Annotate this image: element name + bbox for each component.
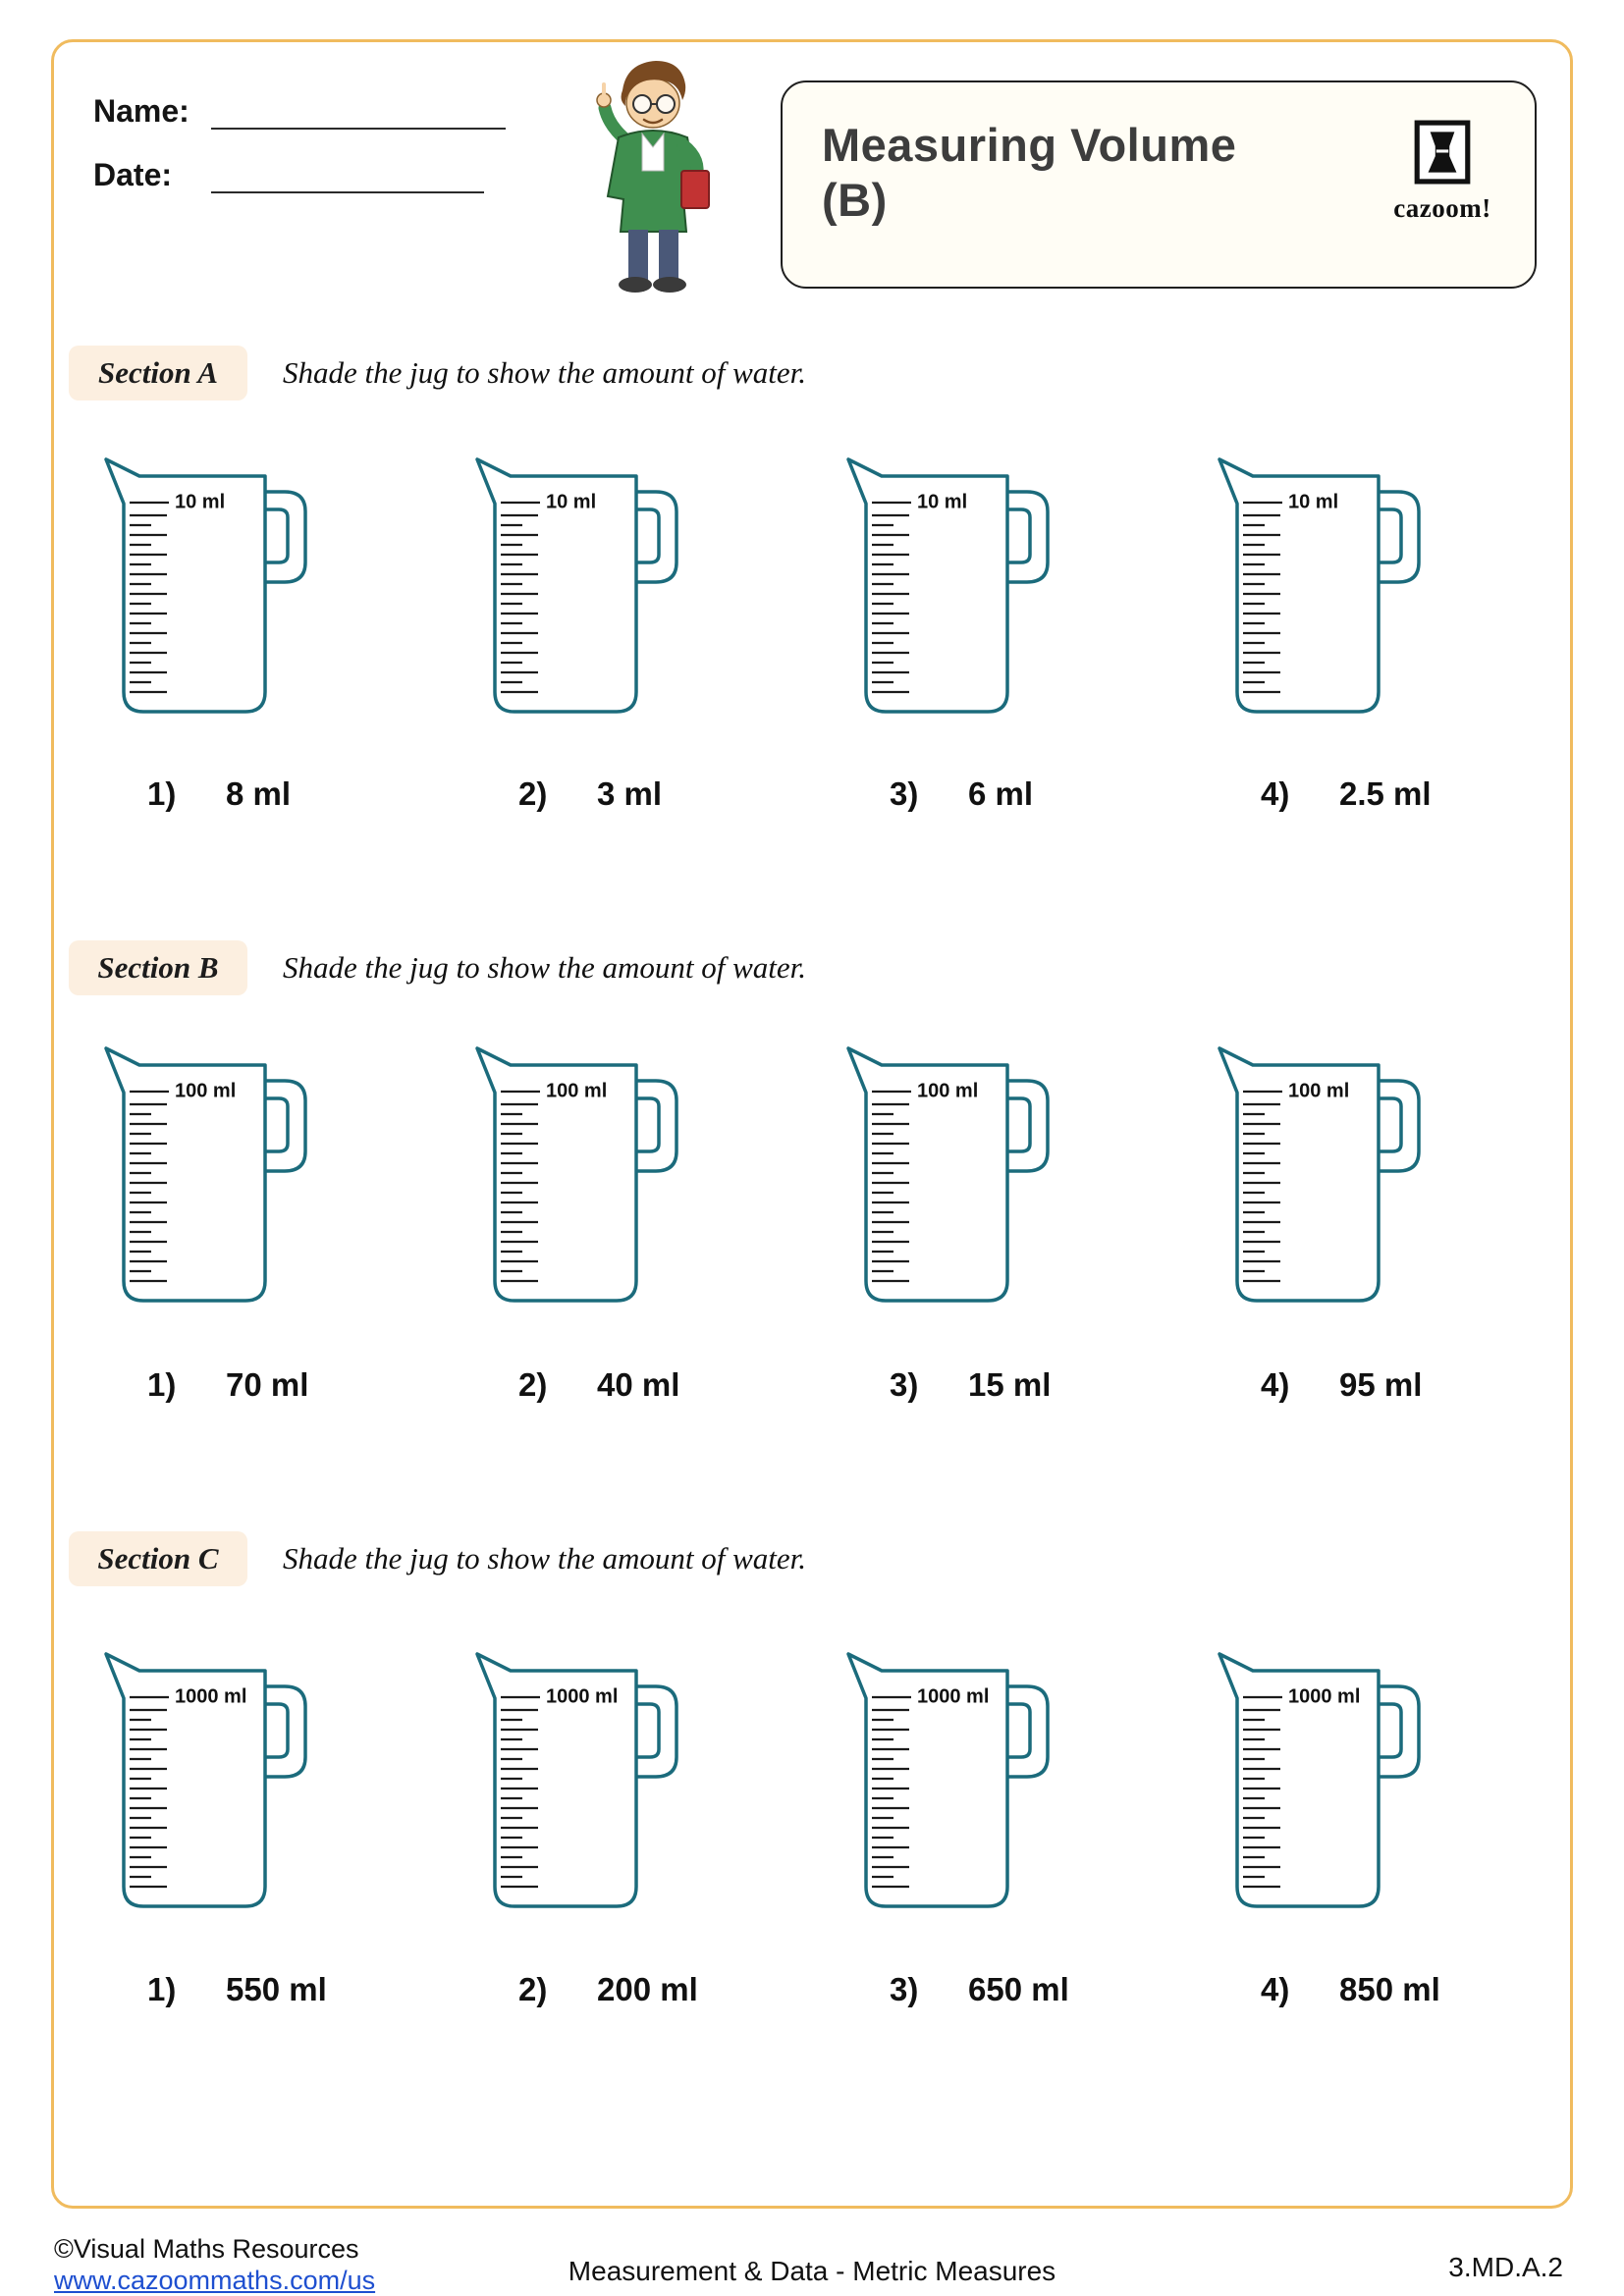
answer-number: 4)	[1261, 1971, 1290, 2007]
answer-value: 40 ml	[597, 1366, 680, 1403]
jug-scale-label: 100 ml	[917, 1080, 979, 1102]
answer-value: 2.5 ml	[1339, 775, 1432, 812]
footer-category: Measurement & Data - Metric Measures	[568, 2256, 1056, 2286]
measuring-jug	[1143, 1036, 1437, 1340]
answer-item	[1143, 1366, 1514, 1404]
section-a-instruction: Shade the jug to show the amount of water.	[283, 355, 807, 390]
answer-value: 200 ml	[597, 1971, 698, 2007]
section-b-header	[69, 940, 806, 995]
title-line-2: (B)	[822, 174, 888, 227]
section-c-answers	[29, 1971, 1514, 2008]
answer-number: 3)	[890, 1366, 919, 1403]
answer-number: 4)	[1261, 775, 1290, 812]
answer-item	[401, 1366, 772, 1404]
date-blank-line	[211, 191, 484, 193]
section-a-jug-row	[29, 447, 1514, 751]
answer-item	[29, 1971, 401, 2008]
answer-value: 650 ml	[968, 1971, 1069, 2007]
answer-item	[772, 1971, 1143, 2008]
measuring-jug	[772, 447, 1066, 751]
measuring-jug	[29, 1036, 324, 1340]
answer-item	[29, 1366, 401, 1404]
answer-item	[1143, 775, 1514, 813]
answer-number: 1)	[147, 1366, 177, 1403]
section-b-jug-row	[29, 1036, 1514, 1340]
section-a-header	[69, 346, 806, 400]
answer-number: 2)	[518, 1971, 548, 2007]
measuring-jug	[1143, 447, 1437, 751]
jug-scale-label: 1000 ml	[175, 1685, 247, 1708]
measuring-jug	[1143, 1641, 1437, 1946]
answer-number: 4)	[1261, 1366, 1290, 1403]
name-field-row	[93, 93, 506, 130]
answer-value: 6 ml	[968, 775, 1034, 812]
section-b-answers	[29, 1366, 1514, 1404]
measuring-jug	[401, 1641, 695, 1946]
answer-value: 550 ml	[226, 1971, 327, 2007]
jug-scale-label: 1000 ml	[917, 1685, 990, 1708]
answer-value: 8 ml	[226, 775, 292, 812]
name-blank-line	[211, 128, 506, 130]
cazoom-logo-text: cazoom!	[1393, 193, 1491, 223]
jug-scale-label: 1000 ml	[1288, 1685, 1361, 1708]
answer-value: 70 ml	[226, 1366, 309, 1403]
answer-value: 3 ml	[597, 775, 663, 812]
date-field-row	[93, 157, 484, 193]
answer-value: 95 ml	[1339, 1366, 1423, 1403]
answer-value: 850 ml	[1339, 1971, 1440, 2007]
answer-item	[1143, 1971, 1514, 2008]
date-label: Date:	[93, 157, 173, 192]
answer-item	[29, 775, 401, 813]
teacher-illustration	[568, 47, 739, 302]
section-b-instruction: Shade the jug to show the amount of water.	[283, 950, 807, 985]
footer-copyright: ©Visual Maths Resources	[54, 2234, 359, 2264]
jug-scale-label: 10 ml	[1288, 491, 1339, 513]
measuring-jug	[29, 1641, 324, 1946]
answer-number: 1)	[147, 1971, 177, 2007]
answer-number: 1)	[147, 775, 177, 812]
measuring-jug	[772, 1641, 1066, 1946]
jug-scale-label: 100 ml	[546, 1080, 608, 1102]
jug-scale-label: 1000 ml	[546, 1685, 619, 1708]
measuring-jug	[772, 1036, 1066, 1340]
answer-number: 2)	[518, 775, 548, 812]
cazoom-logo	[1383, 120, 1501, 224]
footer-website-link[interactable]: www.cazoommaths.com/us	[54, 2266, 376, 2295]
answer-item	[772, 1366, 1143, 1404]
cazoom-logo-icon	[1413, 120, 1472, 185]
footer-standard-code: 3.MD.A.2	[1448, 2252, 1563, 2282]
section-c-instruction: Shade the jug to show the amount of water.	[283, 1541, 807, 1575]
answer-value: 15 ml	[968, 1366, 1052, 1403]
answer-item	[772, 775, 1143, 813]
measuring-jug	[401, 447, 695, 751]
name-label: Name:	[93, 93, 189, 129]
answer-number: 2)	[518, 1366, 548, 1403]
answer-number: 3)	[890, 1971, 919, 2007]
section-c-jug-row	[29, 1641, 1514, 1946]
section-b-pill: Section B	[69, 940, 247, 995]
section-c-pill: Section C	[69, 1531, 247, 1586]
answer-item	[401, 775, 772, 813]
section-a-pill: Section A	[69, 346, 247, 400]
jug-scale-label: 10 ml	[175, 491, 226, 513]
jug-scale-label: 10 ml	[546, 491, 597, 513]
title-line-1: Measuring Volume	[822, 119, 1237, 171]
jug-scale-label: 10 ml	[917, 491, 968, 513]
measuring-jug	[401, 1036, 695, 1340]
jug-scale-label: 100 ml	[1288, 1080, 1350, 1102]
measuring-jug	[29, 447, 324, 751]
jug-scale-label: 100 ml	[175, 1080, 237, 1102]
answer-item	[401, 1971, 772, 2008]
worksheet-title-box	[781, 80, 1537, 289]
answer-number: 3)	[890, 775, 919, 812]
section-a-answers	[29, 775, 1514, 813]
section-c-header	[69, 1531, 806, 1586]
